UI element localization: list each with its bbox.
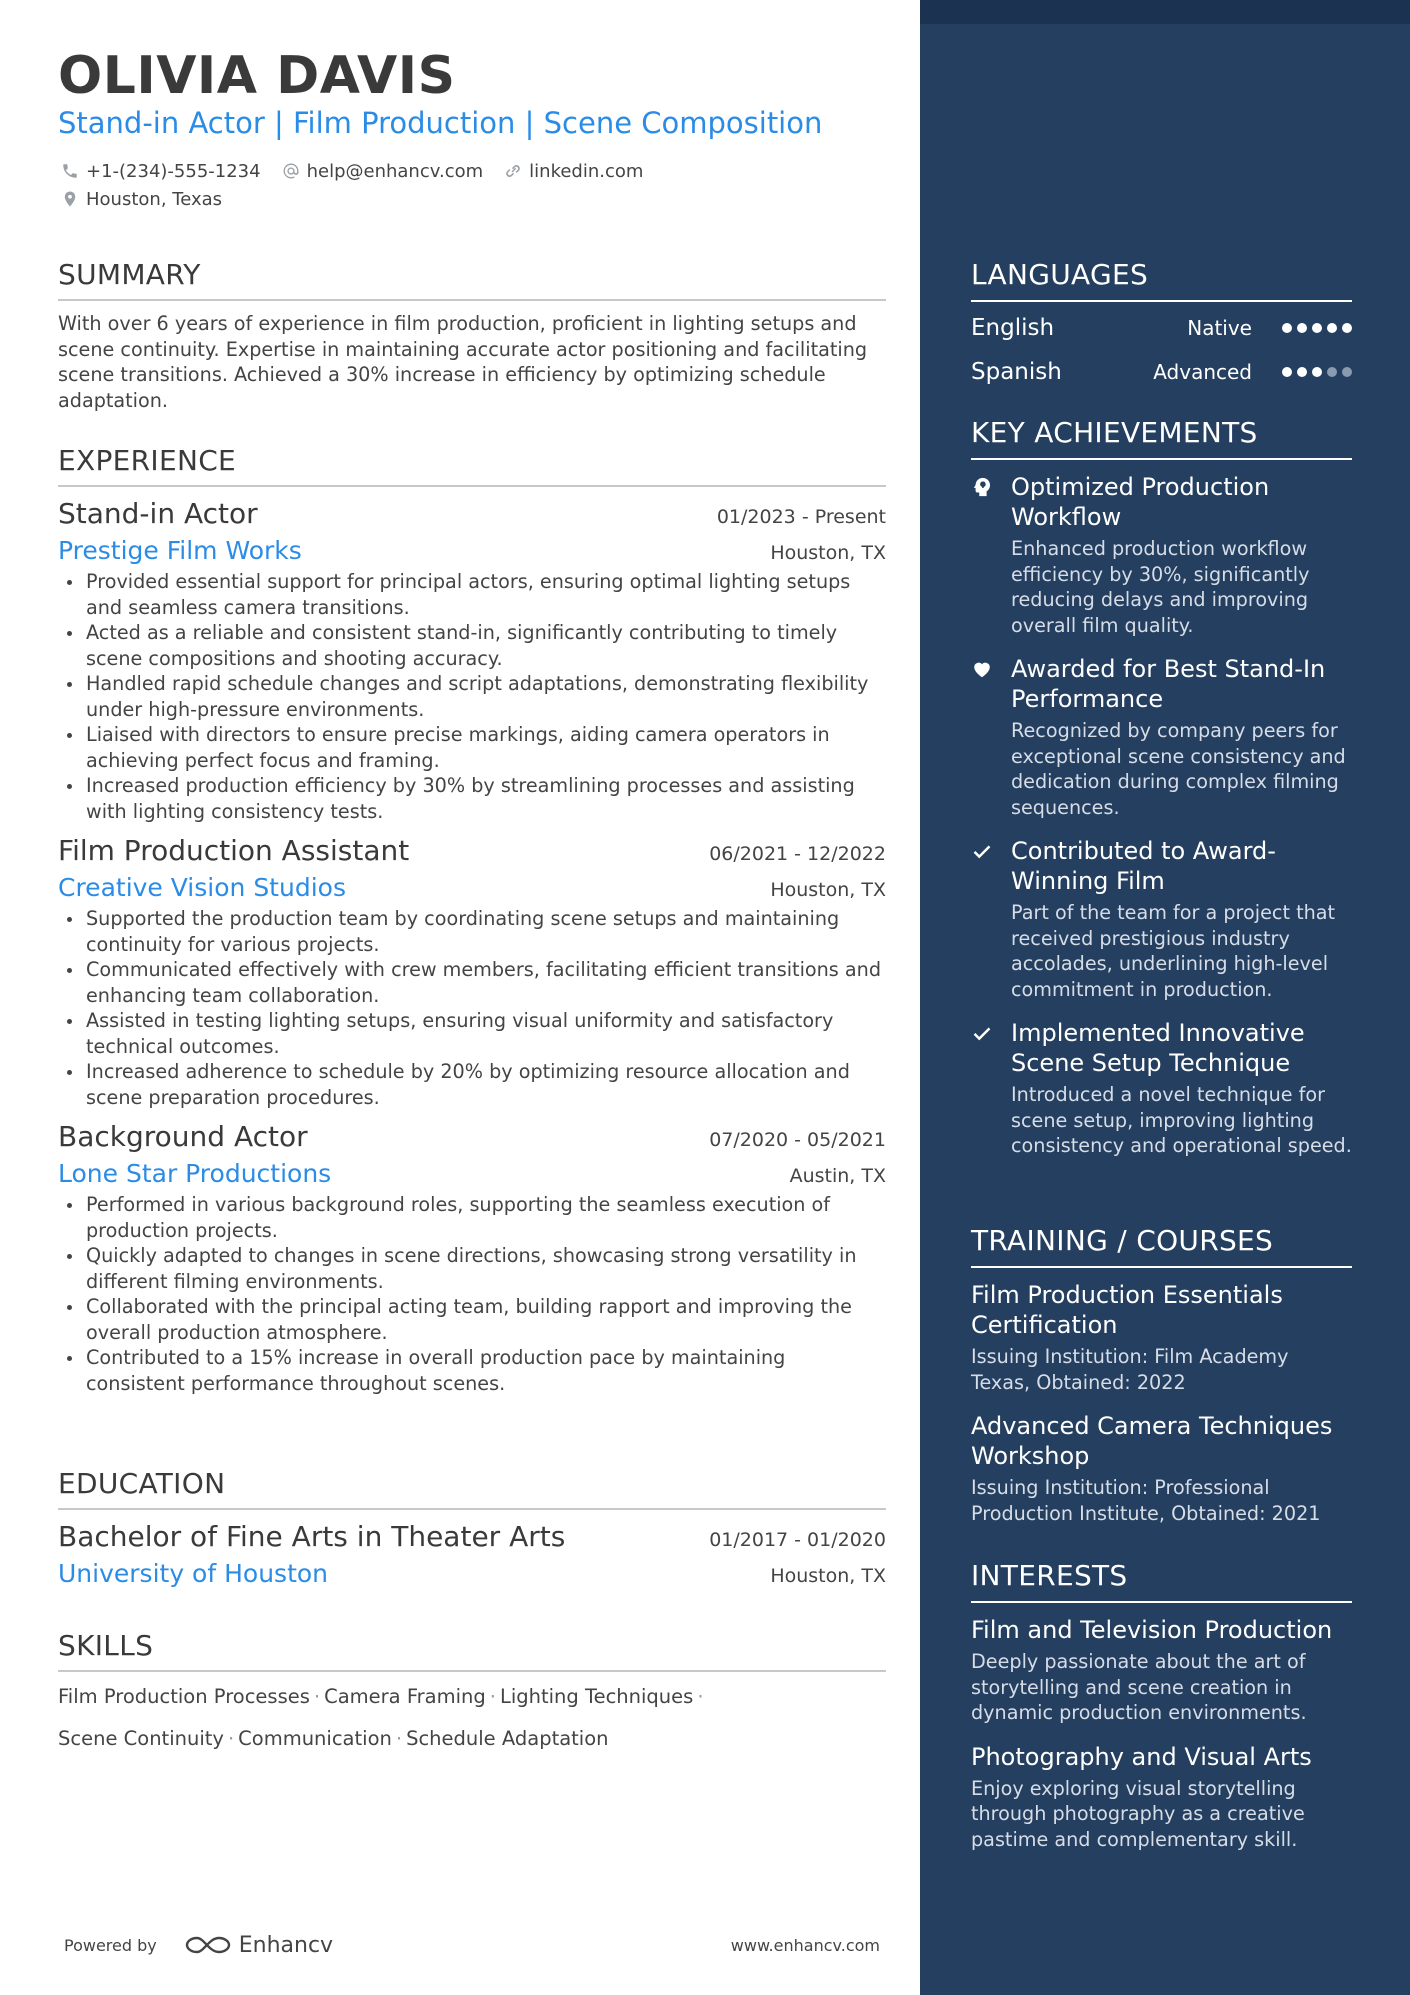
summary-heading: SUMMARY [58,258,886,301]
proficiency-dot [1342,367,1352,377]
contact-location [60,189,222,210]
interest-title: Film and Television Production [971,1616,1333,1644]
bullet-item: Contributed to a 15% increase in overall production pace by maintaining consistent performance throughout scenes. [58,1345,886,1396]
location-text: Houston, Texas [86,188,223,210]
lightbulb-head-icon [971,472,1011,638]
language-row [971,350,1352,394]
brand-logo[interactable] [185,1933,333,1958]
achievements-heading: KEY ACHIEVEMENTS [971,416,1352,460]
achievement-item [971,1018,1352,1159]
bullet-item: Acted as a reliable and consistent stand-in, significantly contributing to timely scene compositions and shooting accuracy. [58,620,886,671]
phone-icon [60,161,80,181]
course-item [971,1280,1352,1395]
degree-title: Bachelor of Fine Arts in Theater Arts [58,1520,566,1553]
skills-heading: SKILLS [58,1629,886,1672]
location-pin-icon [60,189,80,209]
at-icon [281,161,301,181]
contact-linkedin[interactable] [503,161,643,182]
skills-section [58,1629,886,1760]
powered-by [64,1933,333,1958]
course-item [971,1411,1352,1526]
interest-desc: Deeply passionate about the art of storytelling and scene creation in dynamic production environments. [971,1650,1307,1724]
training-section [971,1224,1352,1526]
job-entry [58,1120,886,1396]
job-title: Film Production Assistant [58,834,410,867]
candidate-name: OLIVIA DAVIS [58,46,456,106]
proficiency-dot [1342,323,1352,333]
education-section [58,1467,886,1588]
proficiency-dot [1297,367,1307,377]
job-bullets [58,906,886,1110]
job-bullets [58,569,886,824]
achievement-title: Awarded for Best Stand-In Performance [1011,655,1326,713]
bullet-item: Provided essential support for principal actors, ensuring optimal lighting setups and seamless camera transitions. [58,569,886,620]
experience-heading: EXPERIENCE [58,444,886,487]
email-text: help@enhancv.com [306,160,484,182]
skills-row [58,1718,886,1760]
job-location: Houston, TX [770,879,886,901]
footer-website-link[interactable]: www.enhancv.com [730,1935,880,1955]
interest-desc: Enjoy exploring visual storytelling through photography as a creative pastime and complementary skill. [971,1776,1305,1851]
languages-heading: LANGUAGES [971,258,1352,302]
achievement-desc: Introduced a novel technique for scene setup, improving lighting consistency and operational speed. [1011,1083,1352,1157]
job-company: Prestige Film Works [58,536,302,565]
achievement-desc: Part of the team for a project that received prestigious industry accolades, underlining high-level commitment in production. [1011,901,1336,1001]
phone-text: +1-(234)-555-1234 [86,160,261,182]
bullet-item: Liaised with directors to ensure precise markings, aiding camera operators in achieving perfect focus and framing. [58,722,886,773]
job-location: Houston, TX [770,542,886,564]
interests-heading: INTERESTS [971,1559,1352,1603]
job-bullets [58,1192,886,1396]
proficiency-dots [1282,367,1352,377]
language-name: Spanish [971,359,1062,385]
skill-separator: · [227,1727,235,1750]
skills-row [58,1676,886,1718]
interests-section [971,1559,1352,1852]
achievement-title: Optimized Production Workflow [1011,473,1270,531]
training-heading: TRAINING / COURSES [971,1224,1352,1268]
page-footer [64,1930,880,1960]
job-date: 07/2020 - 05/2021 [709,1129,886,1151]
heart-icon [971,654,1011,820]
skill-separator: · [313,1685,321,1708]
course-title: Film Production Essentials Certification [971,1281,1283,1339]
course-desc: Issuing Institution: Professional Production Institute, Obtained: 2021 [971,1476,1321,1525]
job-location: Austin, TX [789,1165,886,1187]
bullet-item: Communicated effectively with crew members, facilitating efficient transitions and enhancing team collaboration. [58,957,886,1008]
job-entry [58,834,886,1110]
sidebar-top-bar [920,0,1410,24]
proficiency-dot [1297,323,1307,333]
job-title: Stand-in Actor [58,497,258,530]
proficiency-dot [1312,323,1322,333]
experience-section [58,444,886,1396]
school-name: University of Houston [58,1559,329,1588]
infinity-logo-icon [185,1934,233,1956]
proficiency-dot [1327,367,1337,377]
bullet-item: Increased production efficiency by 30% by streamlining processes and assisting with lighting consistency tests. [58,773,886,824]
brand-name: Enhancv [238,1932,334,1958]
skill-item: Scene Continuity [58,1727,224,1750]
achievements-section [971,416,1352,1159]
bullet-item: Quickly adapted to changes in scene directions, showcasing strong versatility in different filming environments. [58,1243,886,1294]
skill-item: Camera Framing [324,1685,486,1708]
skill-item: Lighting Techniques [499,1685,694,1708]
achievement-item [971,836,1352,1002]
linkedin-text: linkedin.com [529,160,644,182]
skill-separator: · [489,1685,496,1708]
contact-phone[interactable] [60,161,261,182]
bullet-item: Collaborated with the principal acting team, building rapport and improving the overall production atmosphere. [58,1294,886,1345]
skill-item: Film Production Processes [58,1685,310,1708]
interest-item [971,1742,1352,1853]
course-desc: Issuing Institution: Film Academy Texas, Obtained: 2022 [971,1345,1289,1394]
contact-email[interactable] [281,161,484,182]
job-date: 06/2021 - 12/2022 [709,843,886,865]
bullet-item: Assisted in testing lighting setups, ensuring visual uniformity and satisfactory technical outcomes. [58,1008,886,1059]
check-icon [971,836,1011,1002]
job-company: Lone Star Productions [58,1159,332,1188]
language-level: Advanced [1153,360,1252,384]
bullet-item: Supported the production team by coordinating scene setups and maintaining continuity for various projects. [58,906,886,957]
proficiency-dot [1327,323,1337,333]
proficiency-dots [1282,323,1352,333]
achievement-item [971,472,1352,638]
achievement-desc: Recognized by company peers for exceptional scene consistency and dedication during complex filming sequences. [1011,719,1346,819]
education-entry [58,1520,886,1588]
summary-section [58,258,886,413]
course-title: Advanced Camera Techniques Workshop [971,1412,1333,1470]
achievement-title: Implemented Innovative Scene Setup Technique [1011,1019,1305,1077]
skill-separator: · [697,1685,704,1708]
language-row [971,306,1352,350]
interest-item [971,1615,1352,1726]
education-date: 01/2017 - 01/2020 [709,1529,886,1551]
skill-item: Communication [238,1727,392,1750]
job-title: Background Actor [58,1120,308,1153]
candidate-tagline: Stand-in Actor | Film Production | Scene Composition [58,106,823,140]
achievement-item [971,654,1352,820]
link-icon [503,161,523,181]
job-entry [58,497,886,824]
language-name: English [971,315,1055,341]
check-icon [971,1018,1011,1159]
achievement-title: Contributed to Award-Winning Film [1011,837,1276,895]
language-level: Native [1187,316,1252,340]
education-location: Houston, TX [770,1565,886,1587]
achievement-desc: Enhanced production workflow efficiency by 30%, significantly reducing delays and improving overall film quality. [1011,537,1310,637]
proficiency-dot [1282,323,1292,333]
bullet-item: Increased adherence to schedule by 20% by optimizing resource allocation and scene preparation procedures. [58,1059,886,1110]
education-heading: EDUCATION [58,1467,886,1510]
bullet-item: Performed in various background roles, supporting the seamless execution of production projects. [58,1192,886,1243]
summary-text: With over 6 years of experience in film production, proficient in lighting setups and scene continuity. Expertise in maintaining accurate actor positioning and facilitating scene transitions. Achieved a 30% increase in efficiency by optimizing schedule adaptation. [58,312,868,412]
languages-section [971,258,1352,394]
skill-separator: · [395,1727,403,1750]
proficiency-dot [1312,367,1322,377]
skill-item: Schedule Adaptation [406,1727,609,1750]
job-date: 01/2023 - Present [716,506,886,528]
bullet-item: Handled rapid schedule changes and script adaptations, demonstrating flexibility under high-pressure environments. [58,671,886,722]
proficiency-dot [1282,367,1292,377]
contact-info [60,158,663,214]
interest-title: Photography and Visual Arts [971,1742,1312,1771]
job-company: Creative Vision Studios [58,873,346,902]
powered-by-label: Powered by [64,1935,157,1955]
